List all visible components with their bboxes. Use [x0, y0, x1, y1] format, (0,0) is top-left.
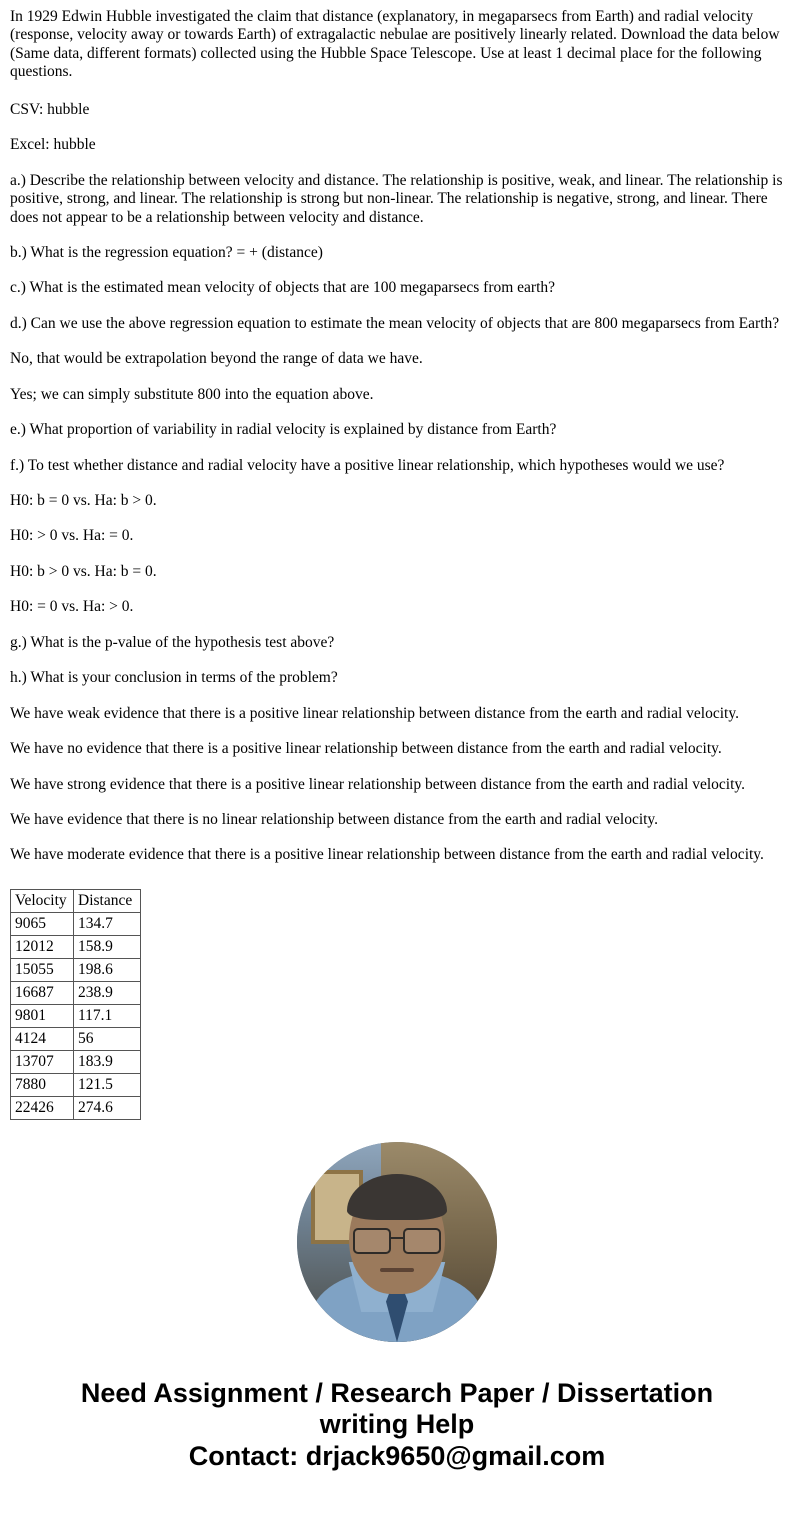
- avatar-block: [10, 1142, 784, 1342]
- cell-velocity: 15055: [11, 958, 74, 981]
- hypothesis-option-3[interactable]: H0: b > 0 vs. Ha: b = 0.: [10, 562, 157, 580]
- cell-distance: 158.9: [74, 935, 141, 958]
- table-row: [11, 1074, 141, 1097]
- question-f: f.) To test whether distance and radial velocity have a positive linear relationship, which hypotheses would we use?: [10, 456, 725, 474]
- table-row: [11, 1005, 141, 1028]
- hypothesis-option-2[interactable]: H0: > 0 vs. Ha: = 0.: [10, 527, 134, 545]
- cell-velocity: 12012: [11, 935, 74, 958]
- excel-link-line[interactable]: Excel: hubble: [10, 136, 96, 154]
- question-g: g.) What is the p-value of the hypothesis test above?: [10, 633, 335, 651]
- table-row: [11, 1097, 141, 1120]
- cell-distance: 274.6: [74, 1097, 141, 1120]
- glasses-icon: [351, 1228, 443, 1250]
- csv-link-line[interactable]: CSV: hubble: [10, 100, 90, 118]
- table-row: [11, 1051, 141, 1074]
- cell-velocity: 22426: [11, 1097, 74, 1120]
- question-h: h.) What is your conclusion in terms of the problem?: [10, 669, 338, 687]
- hubble-data-table-wrapper: [10, 889, 784, 1120]
- avatar-mouth: [380, 1268, 414, 1272]
- cta-line-1: Need Assignment / Research Paper / Dissertation: [80, 1378, 714, 1409]
- conclusion-option-4[interactable]: We have evidence that there is no linear relationship between distance from the earth and radial velocity.: [10, 810, 659, 828]
- cell-velocity: 16687: [11, 982, 74, 1005]
- hypothesis-option-4[interactable]: H0: = 0 vs. Ha: > 0.: [10, 598, 134, 616]
- cta-line-2: writing Help: [319, 1408, 475, 1439]
- intro-paragraph: In 1929 Edwin Hubble investigated the claim that distance (explanatory, in megaparsecs from Earth) and radial velocity (response, velocity away or towards Earth) of extragalactic nebulae are positively linearly related. Download the data below (Same data, different formats) collected using the Hubble Space Telescope. Use at least 1 decimal place for the following questions.: [10, 8, 780, 81]
- question-d: d.) Can we use the above regression equation to estimate the mean velocity of objects that are 800 megaparsecs from Earth?: [10, 314, 780, 332]
- cta-block: [10, 1378, 784, 1471]
- table-row: [11, 958, 141, 981]
- cta-contact-line[interactable]: Contact: drjack9650@gmail.com: [188, 1440, 606, 1471]
- option-d-yes-substitute[interactable]: Yes; we can simply substitute 800 into the equation above.: [10, 385, 374, 403]
- cell-velocity: 7880: [11, 1074, 74, 1097]
- table-row: [11, 982, 141, 1005]
- question-b: b.) What is the regression equation? = + (distance): [10, 243, 323, 261]
- cell-velocity: 13707: [11, 1051, 74, 1074]
- cell-distance: 238.9: [74, 982, 141, 1005]
- cell-distance: 117.1: [74, 1005, 141, 1028]
- cell-velocity: 9801: [11, 1005, 74, 1028]
- cell-velocity: 9065: [11, 912, 74, 935]
- cell-distance: 198.6: [74, 958, 141, 981]
- table-row: [11, 1028, 141, 1051]
- question-e: e.) What proportion of variability in radial velocity is explained by distance from Earth?: [10, 421, 557, 439]
- conclusion-option-5[interactable]: We have moderate evidence that there is a positive linear relationship between distance from the earth and radial velocity.: [10, 846, 764, 864]
- hubble-data-table: [10, 889, 141, 1120]
- table-row: [11, 912, 141, 935]
- table-row: [11, 935, 141, 958]
- conclusion-option-1[interactable]: We have weak evidence that there is a positive linear relationship between distance from the earth and radial velocity.: [10, 704, 739, 722]
- column-header-velocity: Velocity: [11, 889, 74, 912]
- glasses-lens-right: [403, 1228, 441, 1254]
- table-header-row: [11, 889, 141, 912]
- avatar: [297, 1142, 497, 1342]
- option-d-no-extrapolation[interactable]: No, that would be extrapolation beyond the range of data we have.: [10, 350, 423, 368]
- glasses-lens-left: [353, 1228, 391, 1254]
- cell-distance: 134.7: [74, 912, 141, 935]
- cell-velocity: 4124: [11, 1028, 74, 1051]
- hypothesis-option-1[interactable]: H0: b = 0 vs. Ha: b > 0.: [10, 492, 157, 509]
- question-a: a.) Describe the relationship between velocity and distance. The relationship is positive, weak, and linear. The relationship is positive, strong, and linear. The relationship is strong but non-linear. The relationship is negative, strong, and linear. There does not appear to be a relationship between velocity and distance.: [10, 171, 783, 226]
- column-header-distance: Distance: [74, 889, 141, 912]
- cell-distance: 121.5: [74, 1074, 141, 1097]
- conclusion-option-3[interactable]: We have strong evidence that there is a positive linear relationship between distance from the earth and radial velocity.: [10, 775, 746, 793]
- cell-distance: 183.9: [74, 1051, 141, 1074]
- conclusion-option-2[interactable]: We have no evidence that there is a positive linear relationship between distance from the earth and radial velocity.: [10, 740, 722, 758]
- cell-distance: 56: [74, 1028, 141, 1051]
- question-c: c.) What is the estimated mean velocity of objects that are 100 megaparsecs from earth?: [10, 279, 556, 297]
